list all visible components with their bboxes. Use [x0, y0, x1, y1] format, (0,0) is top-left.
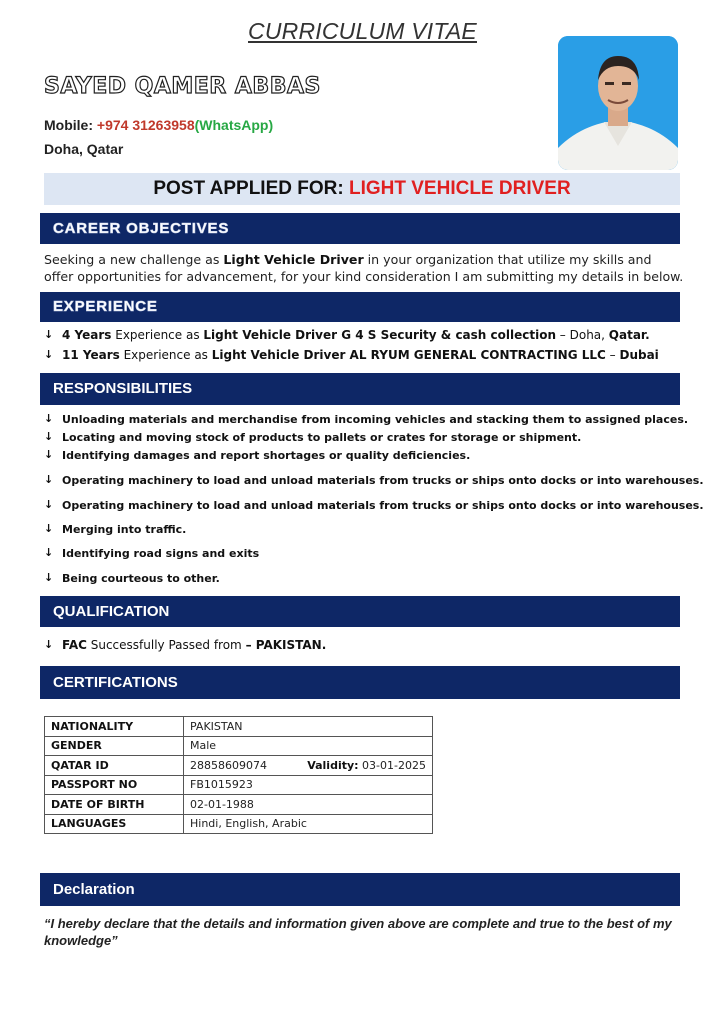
down-arrow-bullet-icon: ↓ — [44, 522, 54, 535]
responsibility-text: Operating machinery to load and unload materials from trucks or ships onto docks or into warehouses. — [62, 499, 704, 512]
row-key: DATE OF BIRTH — [45, 795, 184, 815]
responsibility-item — [44, 413, 688, 426]
table-row — [45, 814, 433, 834]
row-value: PAKISTAN — [184, 717, 433, 737]
table-row — [45, 756, 433, 776]
down-arrow-bullet-icon: ↓ — [44, 638, 54, 651]
responsibility-item — [44, 547, 259, 560]
responsibility-text: Identifying damages and report shortages or quality deficiencies. — [62, 449, 471, 462]
declaration-header — [40, 873, 680, 906]
mobile-number: +974 31263958 — [96, 117, 195, 133]
table-row — [45, 736, 433, 756]
responsibility-text: Merging into traffic. — [62, 523, 187, 536]
post-label: POST APPLIED FOR: — [153, 178, 344, 199]
exp-place: Qatar. — [608, 328, 650, 342]
career-objective-text — [44, 251, 684, 285]
career-text-1: Seeking a new challenge as — [44, 252, 224, 267]
down-arrow-bullet-icon: ↓ — [44, 546, 54, 559]
validity-label: Validity: — [307, 758, 359, 772]
responsibility-item — [44, 572, 220, 585]
qualification-degree: FAC — [62, 638, 87, 652]
down-arrow-bullet-icon: ↓ — [44, 412, 54, 425]
responsibility-text: Identifying road signs and exits — [62, 547, 260, 560]
exp-role: Light Vehicle Driver G 4 S Security & cash collection — [203, 328, 556, 342]
exp-tail: – — [605, 348, 620, 362]
table-row — [45, 775, 433, 795]
post-applied-banner — [44, 173, 680, 205]
exp-years: 11 Years — [62, 348, 120, 362]
experience-heading: EXPERIENCE — [53, 298, 158, 315]
down-arrow-bullet-icon: ↓ — [44, 571, 54, 584]
mobile-label: Mobile: — [44, 117, 93, 133]
responsibilities-header — [40, 373, 680, 405]
document-title: CURRICULUM VITAE — [248, 18, 477, 44]
table-row — [45, 717, 433, 737]
career-text-bold: Light Vehicle Driver — [223, 252, 364, 267]
career-objectives-header — [40, 213, 680, 244]
responsibility-text: Being courteous to other. — [62, 572, 220, 585]
responsibility-item — [44, 499, 704, 512]
mobile-line — [44, 117, 273, 133]
down-arrow-bullet-icon: ↓ — [44, 348, 54, 361]
table-row — [45, 795, 433, 815]
validity-value: 03-01-2025 — [358, 758, 426, 772]
row-key: QATAR ID — [45, 756, 184, 776]
down-arrow-bullet-icon: ↓ — [44, 448, 54, 461]
personal-info-table — [44, 716, 433, 834]
row-value: 02-01-1988 — [184, 795, 433, 815]
row-value: Hindi, English, Arabic — [184, 814, 433, 834]
experience-header — [40, 292, 680, 322]
declaration-heading: Declaration — [53, 881, 135, 898]
declaration-text: “I hereby declare that the details and information given above are complete and true to the best of my knowledge” — [44, 916, 672, 948]
certifications-header — [40, 666, 680, 699]
responsibility-item — [44, 431, 581, 444]
row-value: Male — [184, 736, 433, 756]
career-heading: CAREER OBJECTIVES — [53, 220, 230, 237]
responsibility-text: Unloading materials and merchandise from incoming vehicles and stacking them to assigned places. — [62, 413, 689, 426]
row-value: FB1015923 — [184, 775, 433, 795]
qualification-heading: QUALIFICATION — [53, 603, 170, 620]
qualification-mid: Successfully Passed from — [86, 638, 246, 652]
down-arrow-bullet-icon: ↓ — [44, 430, 54, 443]
exp-role: Light Vehicle Driver AL RYUM GENERAL CONTRACTING LLC — [211, 348, 606, 362]
responsibility-item — [44, 523, 186, 536]
exp-mid: Experience as — [119, 348, 212, 362]
experience-item — [44, 348, 659, 362]
down-arrow-bullet-icon: ↓ — [44, 473, 54, 486]
qualification-place: – PAKISTAN. — [245, 638, 327, 652]
validity — [307, 759, 426, 772]
qualification-item — [44, 638, 326, 652]
row-key: PASSPORT NO — [45, 775, 184, 795]
whatsapp-note: (WhatsApp) — [194, 117, 274, 133]
row-value — [184, 756, 433, 776]
exp-mid: Experience as — [111, 328, 204, 342]
down-arrow-bullet-icon: ↓ — [44, 498, 54, 511]
responsibility-text: Operating machinery to load and unload materials from trucks or ships onto docks or into warehouses. — [62, 474, 704, 487]
responsibility-item — [44, 474, 704, 487]
exp-years: 4 Years — [62, 328, 112, 342]
experience-item — [44, 328, 650, 342]
responsibility-item — [44, 449, 470, 462]
qatar-id-value: 28858609074 — [190, 758, 267, 772]
row-key: GENDER — [45, 736, 184, 756]
candidate-name: SAYED QAMER ABBAS — [44, 74, 321, 99]
exp-place: Dubai — [619, 348, 659, 362]
post-job: LIGHT VEHICLE DRIVER — [348, 178, 571, 199]
career-text-2: in your organization that utilize my skills and offer opportunities for advancement, for your kind consideration I am submitting my details in below. — [44, 252, 684, 284]
down-arrow-bullet-icon: ↓ — [44, 328, 54, 341]
city: Doha, Qatar — [44, 141, 124, 157]
row-key: NATIONALITY — [45, 717, 184, 737]
certifications-heading: CERTIFICATIONS — [53, 674, 178, 691]
profile-photo — [558, 36, 678, 170]
qualification-header — [40, 596, 680, 627]
responsibilities-heading: RESPONSIBILITIES — [53, 380, 193, 397]
row-key: LANGUAGES — [45, 814, 184, 834]
responsibility-text: Locating and moving stock of products to pallets or crates for storage or shipment. — [62, 431, 582, 444]
exp-tail: – Doha, — [555, 328, 609, 342]
